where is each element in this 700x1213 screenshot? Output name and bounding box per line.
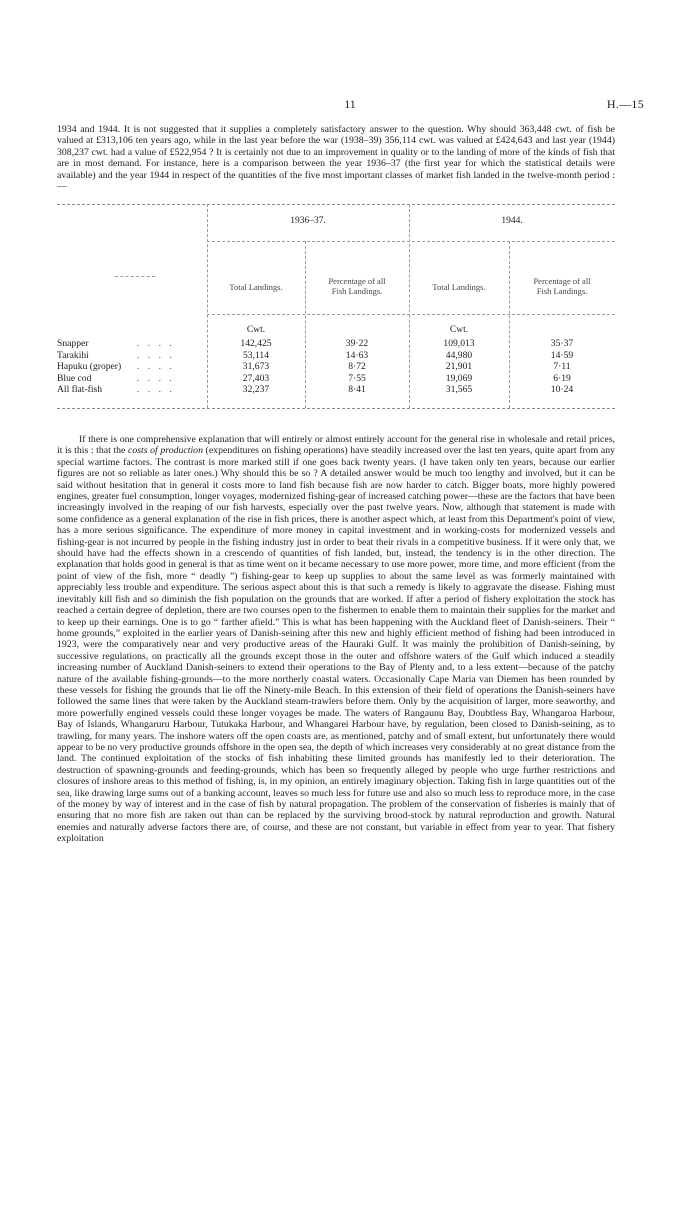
leader-dots: . . . . (137, 338, 175, 349)
year-heading-1944: 1944. (501, 216, 523, 226)
pct-1936: 7·55 (348, 372, 366, 384)
col-header-pct-1936 (305, 276, 409, 296)
fish-name: Blue cod (57, 372, 92, 384)
fish-name: Snapper (57, 338, 89, 349)
pct-1944: 14·59 (550, 349, 574, 361)
paragraph-italic-phrase: costs of production (127, 445, 203, 457)
table-row (57, 373, 615, 385)
fish-landings-table (57, 204, 615, 414)
table-top-rule (57, 204, 615, 205)
pct-1936: 8·41 (348, 384, 366, 396)
table-header-rule (207, 314, 615, 315)
fish-name: Tarakihi (57, 349, 89, 361)
pct-1944: 7·11 (553, 361, 571, 373)
table-bottom-rule (57, 408, 615, 409)
leader-dots: . . . . (137, 349, 175, 361)
table-group-rule (207, 241, 615, 242)
col-header-pct-line2: Fish Landings. (331, 286, 383, 296)
pct-1944: 35·37 (550, 338, 574, 349)
fish-name: All flat-fish (57, 384, 103, 396)
col-header-pct-line1: Percentage of all (328, 276, 386, 286)
paragraph-text: If there is one comprehensive explanation that will entirely or almost entirely account for the general rise in wholesale and retail prices, it is this : that the (57, 434, 615, 457)
pct-1936: 8·72 (348, 361, 366, 373)
table-row (57, 338, 615, 350)
pct-1944: 10·24 (550, 384, 574, 396)
total-1944: 44,980 (445, 349, 473, 361)
leader-dots: . . . . (137, 384, 175, 396)
fish-name: Hapuku (groper) (57, 361, 122, 373)
year-heading-1936: 1936–37. (290, 216, 326, 226)
leader-dots: . . . . (137, 372, 175, 384)
total-1936: 142,425 (240, 338, 272, 349)
total-1936: 32,237 (242, 384, 270, 396)
paragraph-costs-of-production (57, 434, 615, 845)
total-1936: 27,403 (242, 372, 270, 384)
unit-label-1944: Cwt. (449, 325, 469, 335)
page-number: 11 (344, 97, 356, 111)
leader-dots: . . . . (137, 361, 175, 373)
total-1936: 53,114 (242, 349, 270, 361)
total-1944: 19,069 (445, 372, 473, 384)
col-header-pct-line2: Fish Landings. (536, 286, 588, 296)
col-header-pct-line1: Percentage of all (533, 276, 591, 286)
col-header-total-1944: Total Landings. (432, 282, 486, 292)
total-1944: 31,565 (445, 384, 473, 396)
pct-1936: 14·63 (345, 349, 369, 361)
total-1944: 21,901 (445, 361, 473, 373)
table-body (57, 338, 615, 396)
total-1944: 109,013 (443, 338, 475, 349)
document-reference: H.—15 (606, 97, 644, 111)
table-row (57, 384, 615, 396)
col-header-pct-1944 (509, 276, 615, 296)
col-header-total-1936: Total Landings. (229, 282, 283, 292)
unit-label-1936: Cwt. (246, 325, 266, 335)
pct-1936: 39·22 (345, 338, 369, 349)
total-1936: 31,673 (242, 361, 270, 373)
pct-1944: 6·19 (553, 372, 571, 384)
paragraph-intro: 1934 and 1944. It is not suggested that it supplies a completely satisfactory answer to the question. Why should 363,448 cwt. of fish be valued at £313,106 ten years ago, while in the last year before the war (1938–39) 356,114 cwt. was valued at £424,643 and last year (1944) 308,237 cwt. had a value of £522,954 ? It is certainly not due to an improvement in quality or to the landing of more of the kinds of fish that are in most demand. For instance, here is a comparison between the year 1936–37 (the first year for which the statistical details were available) and the year 1944 in respect of the quantities of the five most important classes of market fish landed in the twelve-month period :— (57, 124, 615, 193)
paragraph-text: (expenditures on fishing operations) have steadily increased over the last ten years, quite apart from any special wartime factors. The contrast is more marked still if one goes back twenty years. (I have taken only ten years, because our earlier figures are not so reliable as later ones.) Why should this be so ? A detailed answer would be much too lengthy and involved, but it can be said without hesitation that in general it costs more to land fish because fish are now harder to catch. Bigger boats, more highly powered engines, greater fuel consumption, longer voyages, modernized fishing-gear of increased catching power—these are the factors that have been increasingly involved in the reaping of our fish harvests, especially over the past twelve years. Now, although that statement is made with some confidence as a general explanation of the rise in fish prices, there is another aspect which, at least from this Department's point of view, has a more serious significance. The expenditure of more money in capital investment and in working-costs for modernized vessels and fishing-gear is not incurred by people in the fishing industry just in order to beat their rivals in a competitive business. If it were only that, we should have had the effects shown in a crescendo of quantities of fish landed, but, instead, the tendency is in the other direction. The explanation that holds good in general is that as time went on it became necessary to use more power, more time, and more efficient (from the point of view of the fish, more “ deadly ”) fishing-gear to keep up supplies to about the same level as was formerly maintained with appreciably less trouble and expenditure. The serious aspect about this is that such a remedy is likely to aggravate the disease. Fishing must inevitably kill fish and so diminish the fish population on the grounds that are worked. If after a period of fishery exploitation the stock has reached a certain degree of depletion, there are two courses open to the fishermen to enable them to maintain their supplies for the market and to keep up their earnings. One is to go “ farther afield.” This is what has been happening with the Auckland fleet of Danish-seiners. Their “ home grounds,” exploited in the earlier years of Danish-seining after this new and highly efficient method of fishing had been introduced in 1923, were the comparatively near and very productive areas of the Hauraki Gulf. It was mainly the prohibition of Danish-seining, by successive regulations, on practically all the grounds except those in the outer and offshore waters of the Gulf which induced a steadily increasing number of Auckland Danish-seiners to extend their operations to the Bay of Plenty and, to a less extent—because of the patchy nature of the available fishing-grounds—to the more northerly coastal waters. Occasionally Cape Maria van Diemen has been rounded by these vessels for fishing the grounds that lie off the Ninety-mile Beach. In this extension of their field of operations the Danish-seiners have followed the same lines that were taken by the Auckland steam-trawlers before them. Only by the acquisition of larger, more seaworthy, and more powerfully engined vessels could these longer voyages be made. The waters of Rangaunu Bay, Doubtless Bay, Whangaroa Harbour, Bay of Islands, Whangaruru Harbour, Tutukaka Harbour, and Whangarei Harbour have, by regulation, been closed to Danish-seining, as to trawling, for many years. The inshore waters off the open coasts are, as mentioned, patchy and of small extent, but unfortunately there would appear to be no very productive grounds offshore in the open sea, the depth of which increases very considerably at no great distance from the land. The continued exploitation of the stocks of fish inhabiting these limited grounds has manifestly led to their deterioration. The destruction of spawning-grounds and feeding-grounds, which has been so frequently alleged by people who urge further restrictions and closures of inshore areas to this method of fishing, is, in my opinion, an entirely imaginary objection. Taking fish in large quantities out of the sea, like drawing large sums out of a banking account, leaves so much less for future use and also so much less to reproduce more, in the case of the money by way of interest and in the case of fish by natural propagation. The problem of the conservation of fisheries is mainly that of ensuring that no more fish are taken out than can be replaced by the surviving brood-stock by natural reproduction and growth. Natural enemies and naturally adverse factors there are, of course, and these are not constant, but variable in effect from year to year. That fishery exploitation (57, 445, 615, 845)
table-row (57, 361, 615, 373)
table-stub-rule (115, 276, 155, 277)
table-row (57, 350, 615, 362)
